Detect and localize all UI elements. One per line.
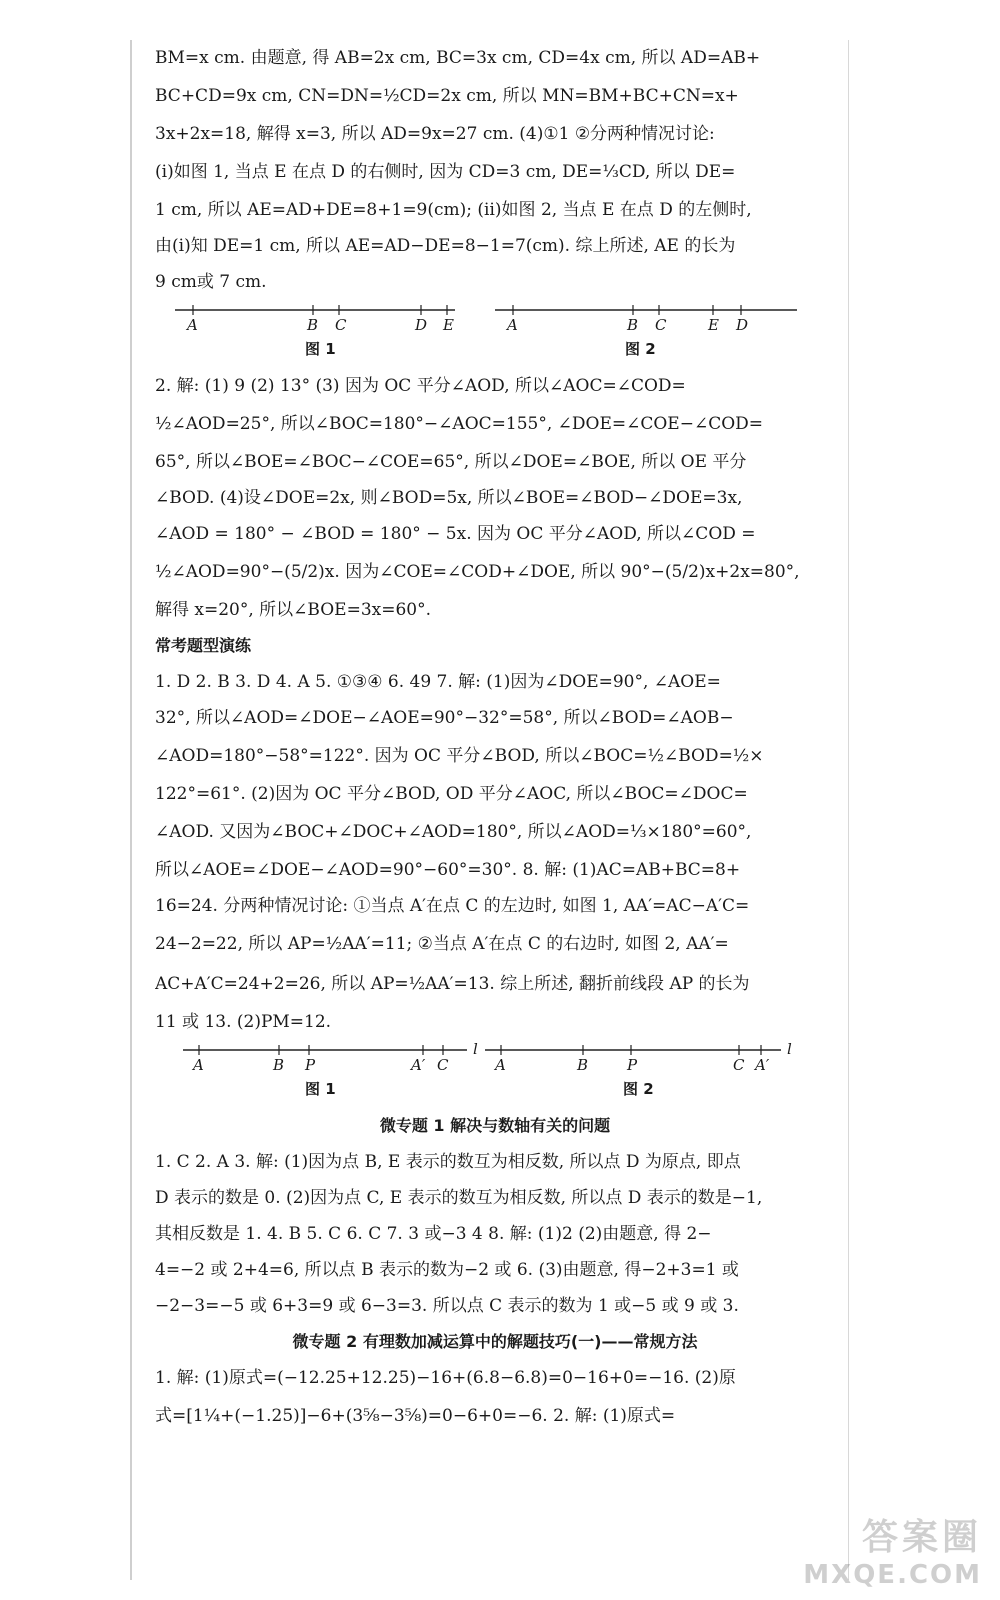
point-label: B [307, 316, 319, 334]
point-label: E [443, 316, 454, 334]
text-line: 1. 解: (1)原式=(−12.25+12.25)−16+(6.8−6.8)=0−16+0=−16. (2)原 [155, 1368, 736, 1388]
point-label: C [655, 316, 667, 334]
text-line: 3x+2x=18, 解得 x=3, 所以 AD=9x=27 cm. (4)①1 ②分两种情况讨论: [155, 124, 715, 144]
text-line: 1. D 2. B 3. D 4. A 5. ①③④ 6. 49 7. 解: (1)因为∠DOE=90°, ∠AOE= [155, 672, 721, 692]
figure-caption: 图 1 [305, 340, 336, 358]
point-label: P [627, 1056, 638, 1074]
point-label: A [507, 316, 518, 334]
text-line: ∠AOD=180°−58°=122°. 因为 OC 平分∠BOD, 所以∠BOC=½∠BOD=½× [155, 746, 764, 766]
point-label: C [335, 316, 347, 334]
text-line: ∠BOD. (4)设∠DOE=2x, 则∠BOD=5x, 所以∠BOE=∠BOD−∠DOE=3x, [155, 488, 743, 508]
text-line: 122°=61°. (2)因为 OC 平分∠BOD, OD 平分∠AOC, 所以∠BOC=∠DOC= [155, 784, 748, 804]
point-label: E [708, 316, 719, 334]
text-line: ½∠AOD=90°−(5/2)x. 因为∠COE=∠COD+∠DOE, 所以 90°−(5/2)x+2x=80°, [155, 562, 800, 582]
paragraph-question-2 [155, 368, 835, 628]
text-line: 式=[1¼+(−1.25)]−6+(3⅝−3⅝)=0−6+0=−6. 2. 解: (1)原式= [155, 1406, 676, 1426]
segment-figure-2 [155, 1040, 835, 1108]
text-line: 65°, 所以∠BOE=∠BOC−∠COE=65°, 所以∠DOE=∠BOE, 所以 OE 平分 [155, 452, 747, 472]
right-margin-rule [848, 40, 849, 1580]
text-line: 其相反数是 1. 4. B 5. C 6. C 7. 3 或−3 4 8. 解: (1)2 (2)由题意, 得 2− [155, 1224, 712, 1244]
point-label: A′ [755, 1056, 770, 1074]
point-label: D [736, 316, 749, 334]
point-label: B [577, 1056, 589, 1074]
line-label: l [787, 1040, 792, 1058]
paragraph-special-1 [155, 1144, 835, 1324]
point-label: B [273, 1056, 285, 1074]
point-label: A [187, 316, 198, 334]
text-line: (ⅰ)如图 1, 当点 E 在点 D 的右侧时, 因为 CD=3 cm, DE=⅓CD, 所以 DE= [155, 162, 736, 182]
segment-figure-2-lines [155, 1040, 835, 1108]
text-line: 4=−2 或 2+4=6, 所以点 B 表示的数为−2 或 6. (3)由题意, 得−2+3=1 或 [155, 1260, 739, 1280]
text-line: 2. 解: (1) 9 (2) 13° (3) 因为 OC 平分∠AOD, 所以∠AOC=∠COD= [155, 376, 686, 396]
text-line: 1 cm, 所以 AE=AD+DE=8+1=9(cm); (ⅱ)如图 2, 当点 E 在点 D 的左侧时, [155, 200, 752, 220]
text-line: ½∠AOD=25°, 所以∠BOC=180°−∠AOC=155°, ∠DOE=∠COE−∠COD= [155, 414, 764, 434]
point-label: P [305, 1056, 316, 1074]
answer-page [155, 40, 835, 1436]
left-margin-rule [130, 40, 132, 1580]
text-line: 16=24. 分两种情况讨论: ①当点 A′在点 C 的左边时, 如图 1, AA′=AC−A′C= [155, 896, 750, 916]
paragraph-top [155, 40, 835, 300]
text-line: ∠AOD = 180° − ∠BOD = 180° − 5x. 因为 OC 平分∠AOD, 所以∠COD = [155, 524, 756, 544]
text-line: 由(ⅰ)知 DE=1 cm, 所以 AE=AD−DE=8−1=7(cm). 综上所述, AE 的长为 [155, 236, 736, 256]
figure-caption: 图 2 [623, 1080, 654, 1098]
line-label: l [473, 1040, 478, 1058]
text-line: 所以∠AOE=∠DOE−∠AOD=90°−60°=30°. 8. 解: (1)AC=AB+BC=8+ [155, 860, 741, 880]
point-label: C [733, 1056, 745, 1074]
paragraph-special-2 [155, 1360, 835, 1436]
text-line: 9 cm或 7 cm. [155, 272, 267, 292]
point-label: C [437, 1056, 449, 1074]
special-topic-1-title: 微专题 1 解决与数轴有关的问题 [379, 1116, 611, 1135]
segment-figure-1 [155, 300, 835, 368]
text-line: AC+A′C=24+2=26, 所以 AP=½AA′=13. 综上所述, 翻折前线段 AP 的长为 [155, 974, 750, 994]
text-line: 解得 x=20°, 所以∠BOE=3x=60°. [155, 600, 432, 620]
watermark-logo [803, 1509, 982, 1590]
segment-figure-1-lines [155, 300, 835, 368]
section-heading: 常考题型演练 [155, 636, 252, 655]
text-line: 24−2=22, 所以 AP=½AA′=11; ②当点 A′在点 C 的右边时, 如图 2, AA′= [155, 934, 729, 954]
text-line: 1. C 2. A 3. 解: (1)因为点 B, E 表示的数互为相反数, 所以点 D 为原点, 即点 [155, 1152, 741, 1172]
text-line: 11 或 13. (2)PM=12. [155, 1012, 332, 1032]
point-label: A [495, 1056, 506, 1074]
text-line: BC+CD=9x cm, CN=DN=½CD=2x cm, 所以 MN=BM+BC+CN=x+ [155, 86, 739, 106]
point-label: B [627, 316, 639, 334]
text-line: D 表示的数是 0. (2)因为点 C, E 表示的数互为相反数, 所以点 D 表示的数是−1, [155, 1188, 763, 1208]
watermark-text: 答案圈 [861, 1517, 982, 1558]
paragraph-practice [155, 664, 835, 1040]
watermark-url: MXQE.COM [803, 1560, 982, 1590]
text-line: BM=x cm. 由题意, 得 AB=2x cm, BC=3x cm, CD=4x cm, 所以 AD=AB+ [155, 48, 761, 68]
point-label: A′ [411, 1056, 426, 1074]
text-line: ∠AOD. 又因为∠BOC+∠DOC+∠AOD=180°, 所以∠AOD=⅓×180°=60°, [155, 822, 752, 842]
text-line: 32°, 所以∠AOD=∠DOE−∠AOE=90°−32°=58°, 所以∠BOD=∠AOB− [155, 708, 734, 728]
figure-caption: 图 1 [305, 1080, 336, 1098]
text-line: −2−3=−5 或 6+3=9 或 6−3=3. 所以点 C 表示的数为 1 或−5 或 9 或 3. [155, 1296, 739, 1316]
point-label: D [415, 316, 428, 334]
figure-caption: 图 2 [625, 340, 656, 358]
point-label: A [193, 1056, 204, 1074]
special-topic-2-title: 微专题 2 有理数加减运算中的解题技巧(一)——常规方法 [292, 1332, 698, 1351]
